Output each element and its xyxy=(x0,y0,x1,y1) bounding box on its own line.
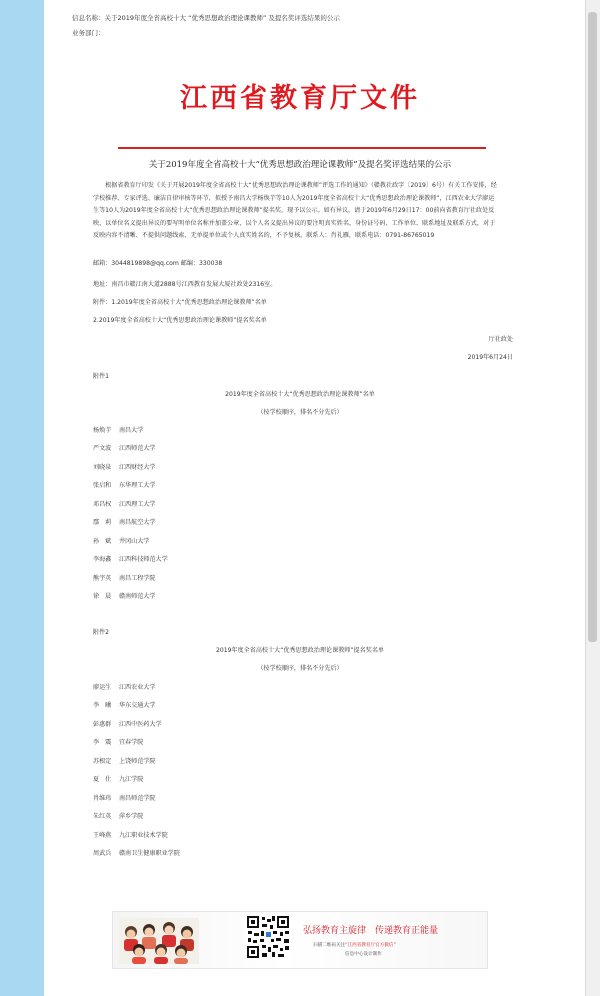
footer-banner xyxy=(112,911,488,969)
notice-paragraph: 根据省教育厅印发《关于开展2019年度全省高校十大“优秀思想政治理论课教师”评选工作的通知》（赣教社政字〔2019〕6号）有关工作安排，经学校推荐、专家评选、廉洁自律审核等环节，拟授予南昌大学杨焕芋等10人为2019年度全省高校十大“优秀思想政治理论课教师”，江西农业大学廖运生等10人为2019年度全省高校十大“优秀思想政治理论课教师”提名奖，现予以公示。如有异议，请于2019年6月29日17：00前向省教育厅社政处反映，以单位名义提出异议的要写明单位名称并加盖公章，以个人名义提出异议的要注明真实姓名、身份证号码、工作单位、联系地址及联系方式，对于反映内容不清晰、不提供问题线索、无单提单位或个人真实姓名的，不予复核。联系人：肖礼雁，联系电话：0791-86765019 xyxy=(93,182,497,239)
contact-address: 地址：南昌市赣江南大道2888号江西教育发展大厦社政处2316室。 xyxy=(93,281,277,288)
info-name: 信息名称：关于2019年度全省高校十大 “优秀思想政治理论课教师” 及提名奖评选结果的公示 xyxy=(72,14,340,22)
signature: 厅社政处 xyxy=(488,336,513,343)
contact-email: 邮箱：3044819898@qq.com 邮编：330038 xyxy=(93,260,223,267)
issue-date: 2019年6月24日 xyxy=(467,354,513,361)
list-item: 彭惠群 江西中医药大学 xyxy=(93,721,162,728)
list-item: 夏 仕 九江学院 xyxy=(93,776,144,783)
children-photo xyxy=(119,918,199,964)
list-item: 严文波 江西师范大学 xyxy=(93,445,156,452)
footer-slogan: 弘扬教育主旋律 传递教育正能量 xyxy=(303,926,439,936)
annex2-order-note: （按学校顺序，排名不分先后） xyxy=(257,665,343,672)
department: 业务部门： xyxy=(72,29,105,37)
document-title: 关于2019年度全省高校十大“优秀思想政治理论课教师”及提名奖评选结果的公示 xyxy=(148,160,452,170)
list-item: 熊宇英 南昌工程学院 xyxy=(93,575,156,582)
wechat-scan-note: 扫描二维码关注“江西省教育厅官方微信” xyxy=(313,943,396,948)
banner-divider xyxy=(118,147,486,149)
list-item: 廖运生 江西农业大学 xyxy=(93,684,156,691)
scrollbar[interactable] xyxy=(585,0,600,996)
list-item: 孙 斌 井冈山大学 xyxy=(93,538,150,545)
footer-dept: 信息中心设计制作 xyxy=(345,952,382,957)
list-item: 杨焕芋 南昌大学 xyxy=(93,427,144,434)
attachment-1-link[interactable]: 附件：1.2019年度全省高校十大“优秀思想政治理论课教师”名单 xyxy=(93,299,267,306)
annex2-title: 2019年度全省高校十大“优秀思想政治理论课教师”提名奖名单 xyxy=(215,647,385,654)
list-item: 李 震 宜春学院 xyxy=(93,739,144,746)
list-item: 李 曦 华东交通大学 xyxy=(93,702,156,709)
qr-code-icon xyxy=(245,914,291,960)
document-page xyxy=(44,0,586,996)
list-item: 张启和 东华理工大学 xyxy=(93,482,156,489)
list-item: 苏根定 上饶师范学院 xyxy=(93,758,156,765)
list-item: 邓昌权 江西理工大学 xyxy=(93,501,156,508)
list-item: 周武兵 赣南卫生健康职业学院 xyxy=(93,850,180,857)
list-item: 肖维玮 南昌师范学院 xyxy=(93,795,156,802)
list-item: 王峰燕 九江职业技术学院 xyxy=(93,832,168,839)
annex2-label: 附件2 xyxy=(93,629,110,636)
attachment-2-link[interactable]: 2.2019年度全省高校十大“优秀思想政治理论课教师”提名奖名单 xyxy=(93,317,267,324)
document-banner: 江西省教育厅文件 xyxy=(180,83,420,114)
list-item: 李海鑫 江西科技师范大学 xyxy=(93,556,168,563)
annex1-label: 附件1 xyxy=(93,373,110,380)
list-item: 朱红英 萍乡学院 xyxy=(93,813,144,820)
annex1-order-note: （按学校顺序，排名不分先后） xyxy=(257,409,343,416)
annex1-title: 2019年度全省高校十大“优秀思想政治理论课教师”名单 xyxy=(225,391,375,398)
list-item: 刘晓泉 江西财经大学 xyxy=(93,464,156,471)
list-item: 鄢 莉 南昌航空大学 xyxy=(93,519,156,526)
list-item: 徐 晨 赣南师范大学 xyxy=(93,593,156,600)
